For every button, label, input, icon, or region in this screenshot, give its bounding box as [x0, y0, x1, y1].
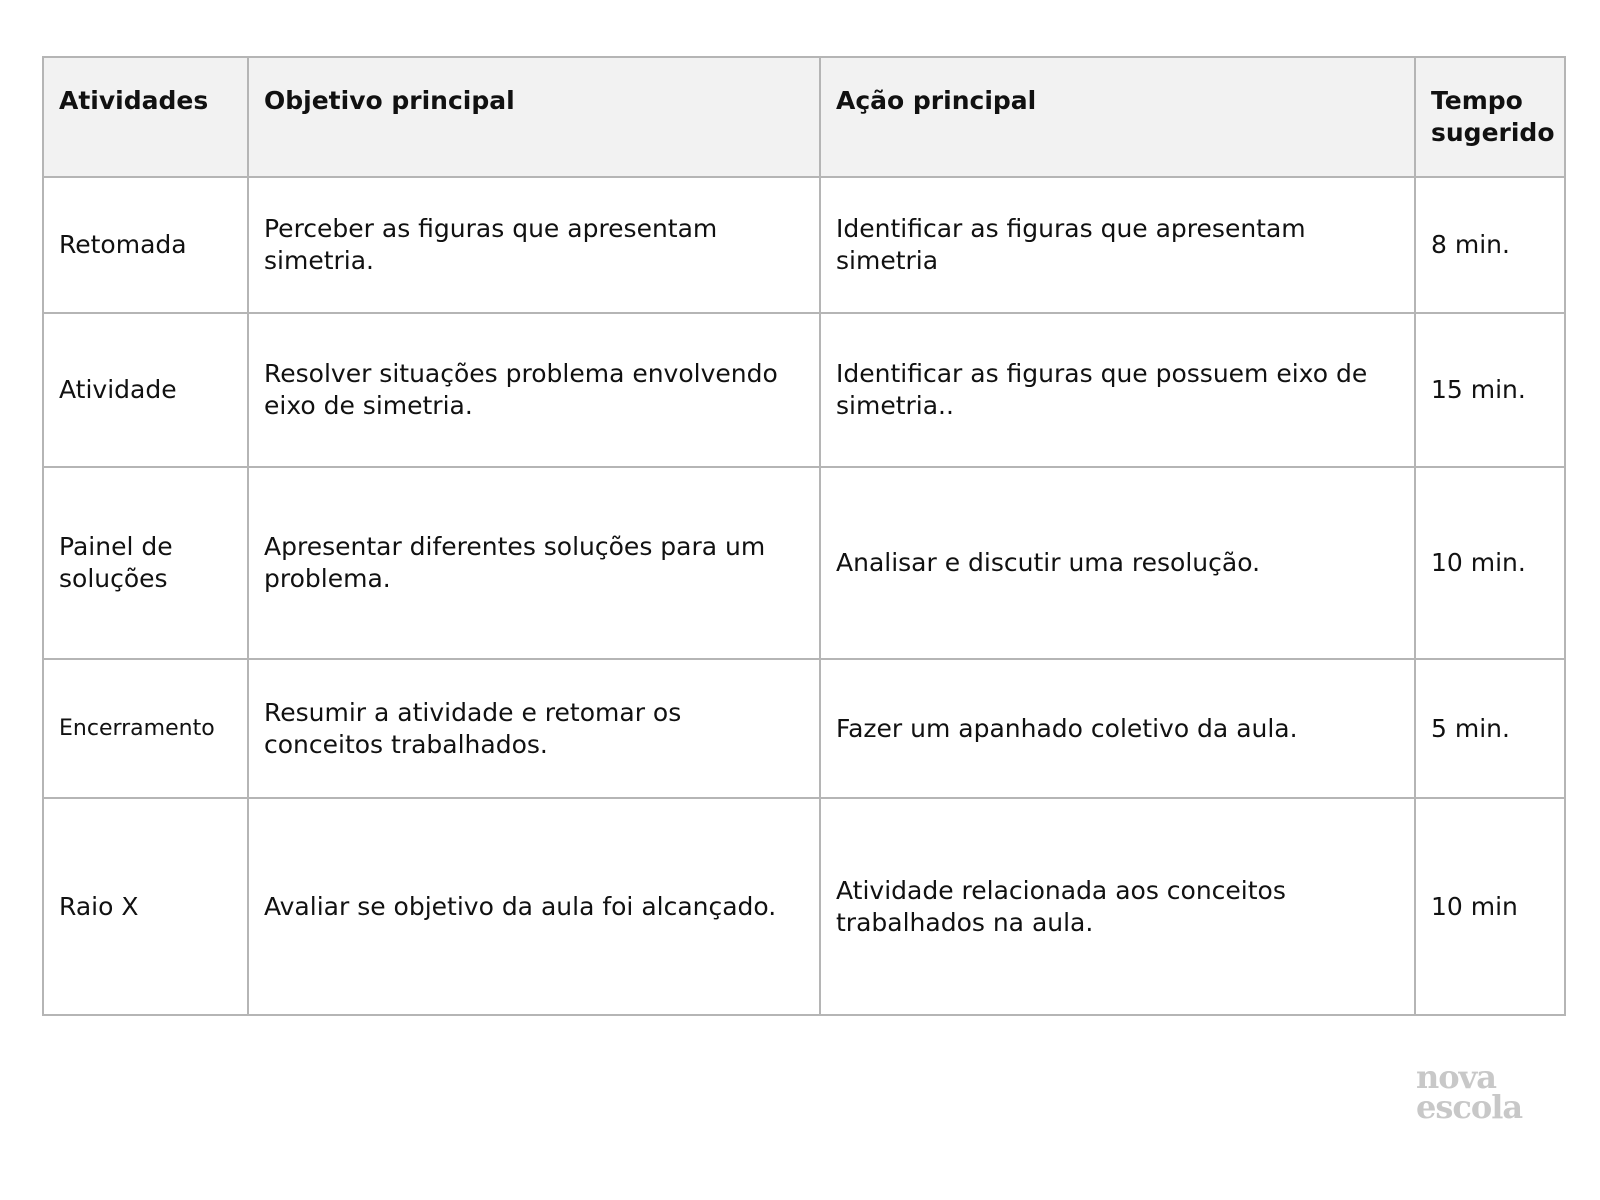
table-row [43, 177, 1565, 313]
cell-atividade: Retomada [43, 177, 248, 313]
logo-line-nova: nova [1416, 1058, 1496, 1096]
nova-escola-logo [1416, 1058, 1536, 1126]
cell-acao: Identificar as figuras que possuem eixo de simetria.. [820, 313, 1415, 467]
cell-tempo: 8 min. [1415, 177, 1565, 313]
header-acao-principal: Ação principal [820, 57, 1415, 177]
header-atividades: Atividades [43, 57, 248, 177]
cell-tempo: 5 min. [1415, 659, 1565, 798]
cell-objetivo: Perceber as figuras que apresentam simetria. [248, 177, 820, 313]
cell-acao: Fazer um apanhado coletivo da aula. [820, 659, 1415, 798]
cell-atividade: Painel de soluções [43, 467, 248, 659]
table-row [43, 798, 1565, 1015]
table-row [43, 467, 1565, 659]
cell-atividade: Encerramento [43, 659, 248, 798]
cell-tempo: 15 min. [1415, 313, 1565, 467]
lesson-plan-table-container [42, 56, 1564, 1016]
cell-tempo: 10 min [1415, 798, 1565, 1015]
cell-atividade: Raio X [43, 798, 248, 1015]
cell-tempo: 10 min. [1415, 467, 1565, 659]
lesson-plan-table [42, 56, 1566, 1016]
header-objetivo-principal: Objetivo principal [248, 57, 820, 177]
cell-objetivo: Resumir a atividade e retomar os conceitos trabalhados. [248, 659, 820, 798]
logo-line-escola: escola [1416, 1088, 1523, 1126]
cell-acao: Atividade relacionada aos conceitos trabalhados na aula. [820, 798, 1415, 1015]
table-row [43, 313, 1565, 467]
table-header-row [43, 57, 1565, 177]
cell-acao: Analisar e discutir uma resolução. [820, 467, 1415, 659]
cell-objetivo: Apresentar diferentes soluções para um problema. [248, 467, 820, 659]
cell-objetivo: Resolver situações problema envolvendo eixo de simetria. [248, 313, 820, 467]
cell-acao: Identificar as figuras que apresentam simetria [820, 177, 1415, 313]
header-tempo-sugerido: Tempo sugerido [1415, 57, 1565, 177]
cell-atividade: Atividade [43, 313, 248, 467]
table-row [43, 659, 1565, 798]
cell-objetivo: Avaliar se objetivo da aula foi alcançado. [248, 798, 820, 1015]
